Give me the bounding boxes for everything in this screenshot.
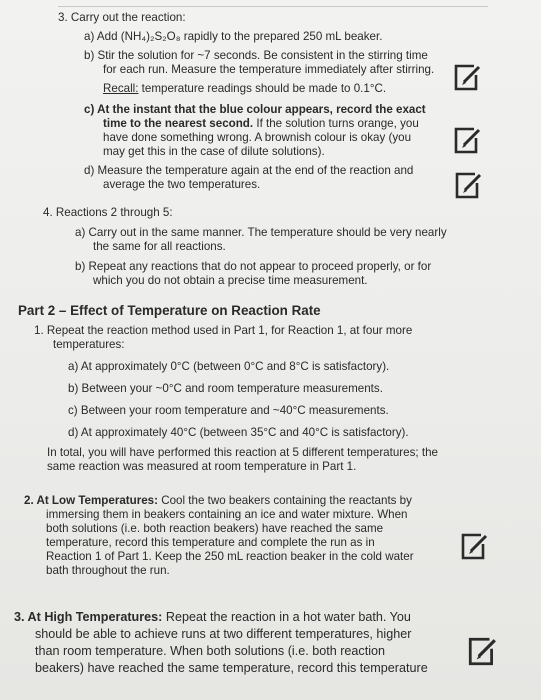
part-2-heading: Part 2 – Effect of Temperature on Reaction Rate [18,303,321,318]
edit-note-icon[interactable] [459,532,489,562]
step-4-title: 4. Reactions 2 through 5: [43,206,173,219]
step-3d-line1: d) Measure the temperature again at the end of the reaction and [84,164,414,177]
part-2-step-3-line4: beakers) have reached the same temperature, record this temperature [35,661,428,675]
part-2-step-3-line1 [14,610,411,624]
step-3b-recall [103,82,386,96]
step-3c-line4: may get this in the case of dilute solutions). [103,145,325,158]
temp-item-b: b) Between your ~0°C and room temperature measurements. [68,382,383,395]
temp-item-c: c) Between your room temperature and ~40°C measurements. [68,404,389,417]
total-note-line2: same reaction was measured at room temperature in Part 1. [47,460,357,473]
part-2-step-2-line2: immersing them in beakers containing an ice and water mixture. When [46,508,408,521]
part-2-step-1-line1: 1. Repeat the reaction method used in Part 1, for Reaction 1, at four more [34,324,413,337]
total-note-line1: In total, you will have performed this reaction at 5 different temperatures; the [47,446,438,459]
edit-note-icon[interactable] [452,63,482,93]
part-2-step-2-line3: both solutions (i.e. both reaction beakers) have reached the same [46,522,384,535]
step-3d-line2: average the two temperatures. [103,178,261,191]
step-3b-line2: for each run. Measure the temperature immediately after stirring. [103,63,435,76]
recall-label: Recall: [103,82,139,95]
part-2-step-2-line4: temperature, record this temperature and complete the run as in [46,536,375,549]
step-3c-line3: have done something wrong. A brownish colour is okay (you [103,131,412,144]
step-4a-line2: the same for all reactions. [93,240,226,253]
part-2-step-3-line2: should be able to achieve runs at two different temperatures, higher [35,627,412,641]
high-temp-label: 3. At High Temperatures: [14,610,163,624]
step-3c-line1: c) At the instant that the blue colour appears, record the exact [84,103,426,116]
part-2-step-1-line2: temperatures: [53,338,125,351]
step-3-title: 3. Carry out the reaction: [58,11,186,24]
part-2-step-2-line6: bath throughout the run. [46,564,170,577]
part-2-step-2-line5: Reaction 1 of Part 1. Keep the 250 mL reaction beaker in the cold water [46,550,414,563]
low-temp-text: Cool the two beakers containing the reactants by [158,494,412,507]
edit-note-icon[interactable] [466,636,498,668]
top-rule [58,6,488,7]
step-3a: a) Add (NH₄)₂S₂O₈ rapidly to the prepared 250 mL beaker. [84,30,383,43]
temp-item-d: d) At approximately 40°C (between 35°C and 40°C is satisfactory). [68,426,409,439]
step-4a-line1: a) Carry out in the same manner. The temperature should be very nearly [75,226,447,239]
step-3c-line2 [103,117,419,131]
step-4b-line1: b) Repeat any reactions that do not appear to proceed properly, or for [75,260,432,273]
part-2-step-3-line3: than room temperature. When both solutions (i.e. both reaction [35,644,386,658]
step-3c-rest: If the solution turns orange, you [253,117,419,130]
step-3b-line1: b) Stir the solution for ~7 seconds. Be consistent in the stirring time [84,49,428,62]
part-2-step-2-line1 [24,494,412,508]
edit-note-icon[interactable] [453,171,483,201]
edit-note-icon[interactable] [452,126,482,156]
step-4b-line2: which you do not obtain a precise time measurement. [93,274,368,287]
temp-item-a: a) At approximately 0°C (between 0°C and 8°C is satisfactory). [68,360,390,373]
step-3c-bold-part: time to the nearest second. [103,117,254,130]
low-temp-label: 2. At Low Temperatures: [24,494,158,507]
high-temp-text: Repeat the reaction in a hot water bath. You [162,610,411,624]
recall-text: temperature readings should be made to 0.1°C. [138,82,387,95]
